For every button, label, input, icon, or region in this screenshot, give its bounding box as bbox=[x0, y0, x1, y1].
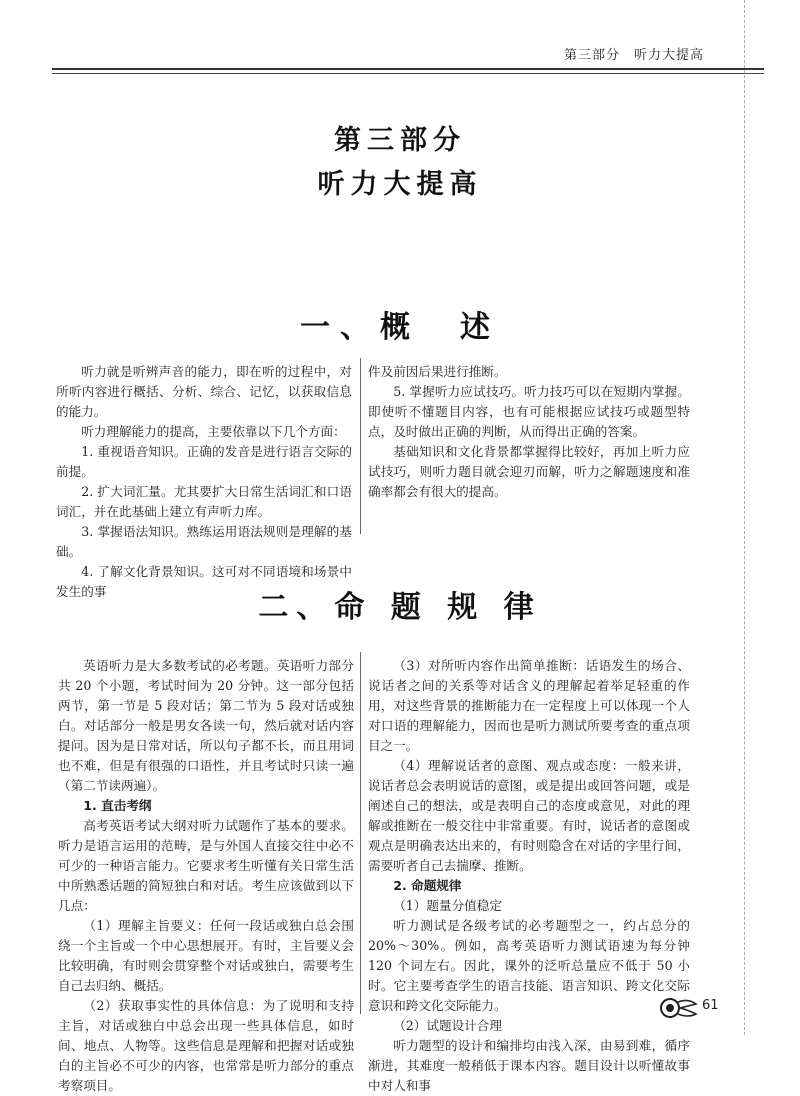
part-subtitle: 听力大提高 bbox=[317, 169, 483, 200]
section-title-rules: 二、命 题 规 律 bbox=[258, 590, 542, 625]
paragraph: 1. 重视语音知识。正确的发音是进行语言交际的前提。 bbox=[56, 444, 352, 479]
paragraph: 5. 掌握听力应试技巧。听力技巧可以在短期内掌握。即使听不懂题目内容，也有可能根据应试技巧或题型特点，及时做出正确的判断，从而得出正确的答案。 bbox=[368, 384, 690, 439]
paragraph: 高考英语考试大纲对听力试题作了基本的要求。听力是语言运用的范畴，是与外国人直接交往中必不可少的一种语言能力。它要求考生听懂有关日常生活中所熟悉话题的简短独白和对话。考生应该做到以下几点： bbox=[58, 818, 354, 913]
paragraph: 3. 掌握语法知识。熟练运用语法规则是理解的基础。 bbox=[56, 524, 352, 559]
page-number: 61 bbox=[702, 998, 719, 1013]
section2-left-column bbox=[58, 656, 354, 1096]
paragraph: （1）理解主旨要义：任何一段话或独白总会围绕一个主旨或一个中心思想展开。有时，主旨要义会比较明确，有时则会贯穿整个对话或独白，需要考生自己去归纳、概括。 bbox=[58, 918, 354, 993]
section1-left-column bbox=[56, 362, 352, 602]
paragraph: 基础知识和文化背景都掌握得比较好，再加上听力应试技巧，则听力题目就会迎刃而解，听力之解题速度和准确率都会有很大的提高。 bbox=[368, 444, 690, 499]
paragraph: 件及前因后果进行推断。 bbox=[368, 364, 507, 379]
header-rule-thick bbox=[52, 68, 764, 70]
column-divider bbox=[360, 358, 361, 534]
paragraph: 听力理解能力的提高，主要依靠以下几个方面： bbox=[81, 424, 346, 439]
paragraph: 英语听力是大多数考试的必考题。英语听力部分共 20 个小题，考试时间为 20 分钟。这一部分包括两节，第一节是 5 段对话；第二节为 5 段对话或独白。对话部分一般是男女各读一句，然后就对话内容提问。因为是日常对话，所以句子都不长，而且用词也不难，但是有很强的口语性，并且考试时只读一遍（第二节读两遍）。 bbox=[58, 658, 354, 793]
section1-right-column bbox=[368, 362, 690, 502]
paragraph: 4. 了解文化背景知识。这可对不同语境和场景中发生的事 bbox=[56, 564, 352, 599]
subheading: 2. 命题规律 bbox=[393, 878, 462, 893]
part-title: 第三部分 bbox=[334, 125, 466, 156]
section2-right-column bbox=[368, 656, 690, 1096]
book-logo-icon bbox=[658, 996, 698, 1020]
section-title-overview: 一、概 述 bbox=[300, 310, 500, 345]
paragraph: 听力题型的设计和编排均由浅入深，由易到难，循序渐进，其难度一般稍低于课本内容。题目设计以听懂故事中对人和事 bbox=[368, 1038, 690, 1093]
header-rule-thin bbox=[52, 73, 764, 74]
paragraph: 听力就是听辨声音的能力，即在听的过程中，对所听内容进行概括、分析、综合、记忆，以获取信息的能力。 bbox=[56, 364, 352, 419]
subheading: 1. 直击考纲 bbox=[83, 798, 152, 813]
paragraph: （3）对所听内容作出简单推断：话语发生的场合、说话者之间的关系等对话含义的理解起着举足轻重的作用，对这些背景的推断能力在一定程度上可以体现一个人对口语的理解能力，因而也是听力测试所要考查的重点项目之一。 bbox=[368, 658, 690, 753]
paragraph: 听力测试是各级考试的必考题型之一，约占总分的 20%～30%。例如，高考英语听力测试语速为每分钟 120 个词左右。因此，课外的泛听总量应不低于 50 小时。它主要考查学生的语言技能、语言知识、跨文化交际意识和跨文化交际能力。 bbox=[368, 918, 690, 1013]
running-header: 第三部分 听力大提高 bbox=[563, 48, 704, 63]
paragraph: 2. 扩大词汇量。尤其要扩大日常生活词汇和口语词汇，并在此基础上建立有声听力库。 bbox=[56, 484, 352, 519]
paragraph: （2）获取事实性的具体信息：为了说明和支持主旨，对话或独白中总会出现一些具体信息，如时间、地点、人物等。这些信息是理解和把握对话或独白的主旨必不可少的内容，也常常是听力部分的重点考察项目。 bbox=[58, 998, 354, 1093]
column-divider bbox=[360, 652, 361, 1014]
subheading-small: （2）试题设计合理 bbox=[393, 1018, 502, 1033]
subheading-small: （1）题量分值稳定 bbox=[393, 898, 502, 913]
paragraph: （4）理解说话者的意图、观点或态度：一般来讲，说话者总会表明说话的意图，或是提出或回答问题，或是阐述自己的想法，或是表明自己的态度或意见，对此的理解或推断在一般交往中非常重要。有时，说话者的意图或观点是明确表达出来的，有时则隐含在对话的字里行间，需要听者自己去揣摩、推断。 bbox=[368, 758, 690, 873]
